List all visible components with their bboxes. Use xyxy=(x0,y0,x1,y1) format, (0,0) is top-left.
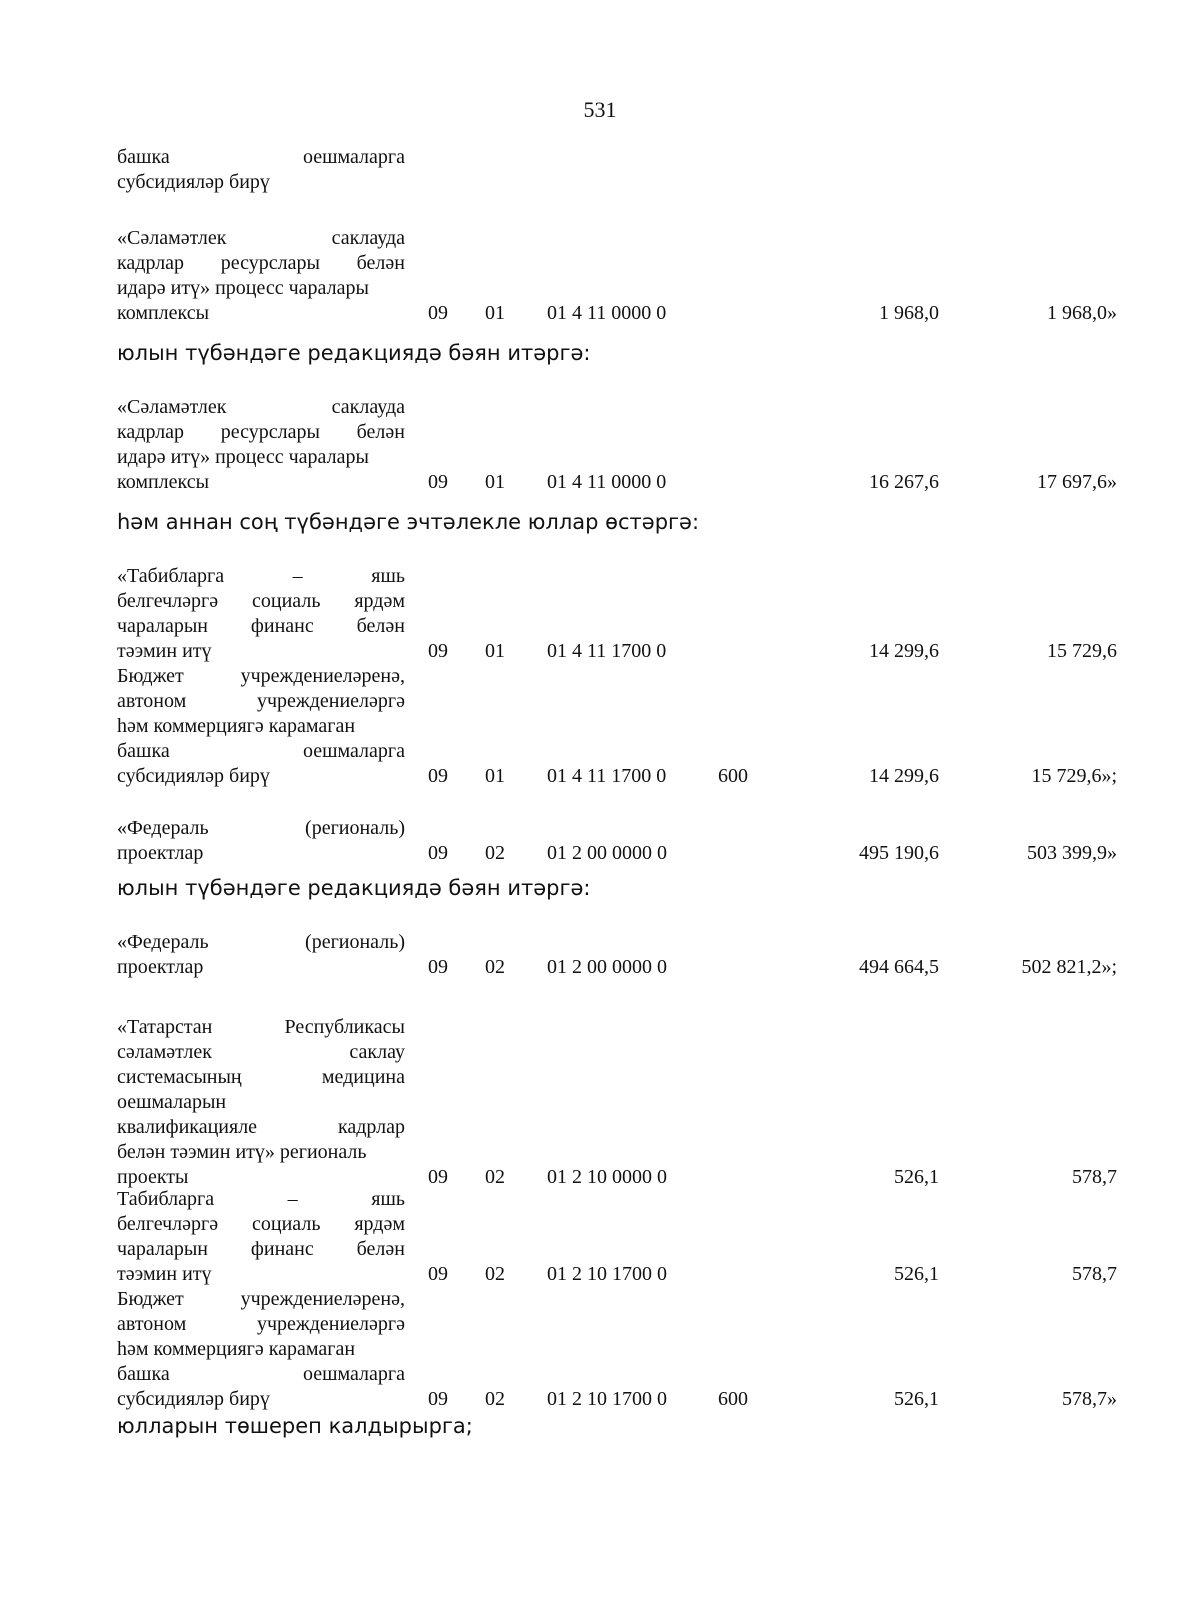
section-code: 09 xyxy=(428,842,448,864)
description-line: комплексы xyxy=(117,471,210,493)
row-description xyxy=(117,1287,405,1412)
description-line: проекты xyxy=(117,1166,189,1188)
instruction-text: һәм аннан соң түбәндәге эчтәлекле юллар өстәргә: xyxy=(117,510,700,534)
description-line: оешмаларын xyxy=(117,1091,227,1113)
amount-year-1: 526,1 xyxy=(894,1263,939,1285)
amount-year-1: 494 664,5 xyxy=(859,956,939,978)
target-article-code: 01 2 10 0000 0 xyxy=(547,1166,667,1188)
description-line: һәм коммерциягә карамаган xyxy=(117,1338,356,1360)
target-article-code: 01 2 10 1700 0 xyxy=(547,1263,667,1285)
description-line: субсидияләр бирү xyxy=(117,765,270,787)
instruction-text: юлын түбәндәге редакциядә бәян итәргә: xyxy=(117,341,591,365)
description-line: «Федераль (региональ) xyxy=(117,817,405,839)
description-line: башка оешмаларга xyxy=(117,1363,405,1385)
table-row xyxy=(117,395,1117,495)
section-code: 09 xyxy=(428,302,448,324)
section-code: 09 xyxy=(428,1263,448,1285)
amount-year-2: 17 697,6» xyxy=(1037,471,1117,493)
amount-year-1: 14 299,6 xyxy=(869,640,939,662)
amount-year-2: 502 821,2»; xyxy=(1021,956,1117,978)
description-line: башка оешмаларга xyxy=(117,740,405,762)
expense-type-code: 600 xyxy=(718,765,748,787)
target-article-code: 01 4 11 1700 0 xyxy=(547,765,667,787)
table-row xyxy=(117,1287,1117,1412)
description-line: «Сәламәтлек саклауда xyxy=(117,227,405,249)
amount-year-1: 526,1 xyxy=(894,1166,939,1188)
subsection-code: 02 xyxy=(485,1388,505,1410)
description-line: идарә итү» процесс чаралары xyxy=(117,446,369,468)
description-line: автоном учреждениеләргә xyxy=(117,1313,405,1335)
description-line: «Табибларга – яшь xyxy=(117,565,405,587)
table-row xyxy=(117,1187,1117,1287)
subsection-code: 02 xyxy=(485,1166,505,1188)
description-line: автоном учреждениеләргә xyxy=(117,690,405,712)
target-article-code: 01 2 00 0000 0 xyxy=(547,842,667,864)
target-article-code: 01 2 00 0000 0 xyxy=(547,956,667,978)
table-row xyxy=(117,145,1117,195)
target-article-code: 01 4 11 0000 0 xyxy=(547,471,667,493)
amount-year-1: 526,1 xyxy=(894,1388,939,1410)
target-article-code: 01 4 11 0000 0 xyxy=(547,302,667,324)
row-description xyxy=(117,816,405,866)
subsection-code: 02 xyxy=(485,1263,505,1285)
description-line: белгечләргә социаль ярдәм xyxy=(117,590,405,612)
section-code: 09 xyxy=(428,471,448,493)
section-code: 09 xyxy=(428,1166,448,1188)
description-line: идарә итү» процесс чаралары xyxy=(117,277,369,299)
row-description xyxy=(117,145,405,195)
row-description xyxy=(117,226,405,326)
description-line: Табибларга – яшь xyxy=(117,1188,405,1210)
table-row xyxy=(117,930,1117,980)
target-article-code: 01 2 10 1700 0 xyxy=(547,1388,667,1410)
description-line: белән тәэмин итү» региональ xyxy=(117,1141,367,1163)
row-description xyxy=(117,564,405,664)
description-line: сәламәтлек саклау xyxy=(117,1041,405,1063)
description-line: «Федераль (региональ) xyxy=(117,931,405,953)
section-code: 09 xyxy=(428,640,448,662)
description-line: чараларын финанс белән xyxy=(117,615,405,637)
description-line: квалификацияле кадрлар xyxy=(117,1116,405,1138)
description-line: кадрлар ресурслары белән xyxy=(117,252,405,274)
description-line: чараларын финанс белән xyxy=(117,1238,405,1260)
section-code: 09 xyxy=(428,956,448,978)
description-line: башка оешмаларга xyxy=(117,146,405,168)
row-description xyxy=(117,395,405,495)
amount-year-2: 578,7 xyxy=(1072,1166,1117,1188)
table-row xyxy=(117,1015,1117,1190)
row-description xyxy=(117,1187,405,1287)
amount-year-2: 1 968,0» xyxy=(1047,302,1117,324)
description-line: кадрлар ресурслары белән xyxy=(117,421,405,443)
instruction-text: юлларын төшереп калдырырга; xyxy=(117,1414,473,1438)
amount-year-2: 578,7 xyxy=(1072,1263,1117,1285)
subsection-code: 01 xyxy=(485,302,505,324)
section-code: 09 xyxy=(428,765,448,787)
table-row xyxy=(117,564,1117,664)
amount-year-2: 578,7» xyxy=(1062,1388,1117,1410)
description-line: «Сәламәтлек саклауда xyxy=(117,396,405,418)
table-row xyxy=(117,226,1117,326)
expense-type-code: 600 xyxy=(718,1388,748,1410)
subsection-code: 02 xyxy=(485,842,505,864)
subsection-code: 01 xyxy=(485,765,505,787)
row-description xyxy=(117,1015,405,1190)
table-row xyxy=(117,816,1117,866)
description-line: субсидияләр бирү xyxy=(117,1388,270,1410)
amount-year-1: 1 968,0 xyxy=(879,302,939,324)
subsection-code: 01 xyxy=(485,640,505,662)
description-line: комплексы xyxy=(117,302,210,324)
description-line: белгечләргә социаль ярдәм xyxy=(117,1213,405,1235)
instruction-text: юлын түбәндәге редакциядә бәян итәргә: xyxy=(117,876,591,900)
row-description xyxy=(117,664,405,789)
page-number: 531 xyxy=(583,97,617,122)
section-code: 09 xyxy=(428,1388,448,1410)
description-line: системасының медицина xyxy=(117,1066,405,1088)
description-line: субсидияләр бирү xyxy=(117,171,270,193)
description-line: проектлар xyxy=(117,842,204,864)
subsection-code: 02 xyxy=(485,956,505,978)
amount-year-1: 14 299,6 xyxy=(869,765,939,787)
description-line: «Татарстан Республикасы xyxy=(117,1016,405,1038)
amount-year-1: 16 267,6 xyxy=(869,471,939,493)
description-line: һәм коммерциягә карамаган xyxy=(117,715,356,737)
subsection-code: 01 xyxy=(485,471,505,493)
amount-year-2: 15 729,6 xyxy=(1047,640,1117,662)
amount-year-2: 503 399,9» xyxy=(1027,842,1117,864)
row-description xyxy=(117,930,405,980)
description-line: Бюджет учреждениеләренә, xyxy=(117,1288,405,1310)
amount-year-2: 15 729,6»; xyxy=(1031,765,1117,787)
table-row xyxy=(117,664,1117,789)
description-line: тәэмин итү xyxy=(117,1263,212,1285)
description-line: Бюджет учреждениеләренә, xyxy=(117,665,405,687)
amount-year-1: 495 190,6 xyxy=(859,842,939,864)
target-article-code: 01 4 11 1700 0 xyxy=(547,640,667,662)
description-line: проектлар xyxy=(117,956,204,978)
description-line: тәэмин итү xyxy=(117,640,212,662)
